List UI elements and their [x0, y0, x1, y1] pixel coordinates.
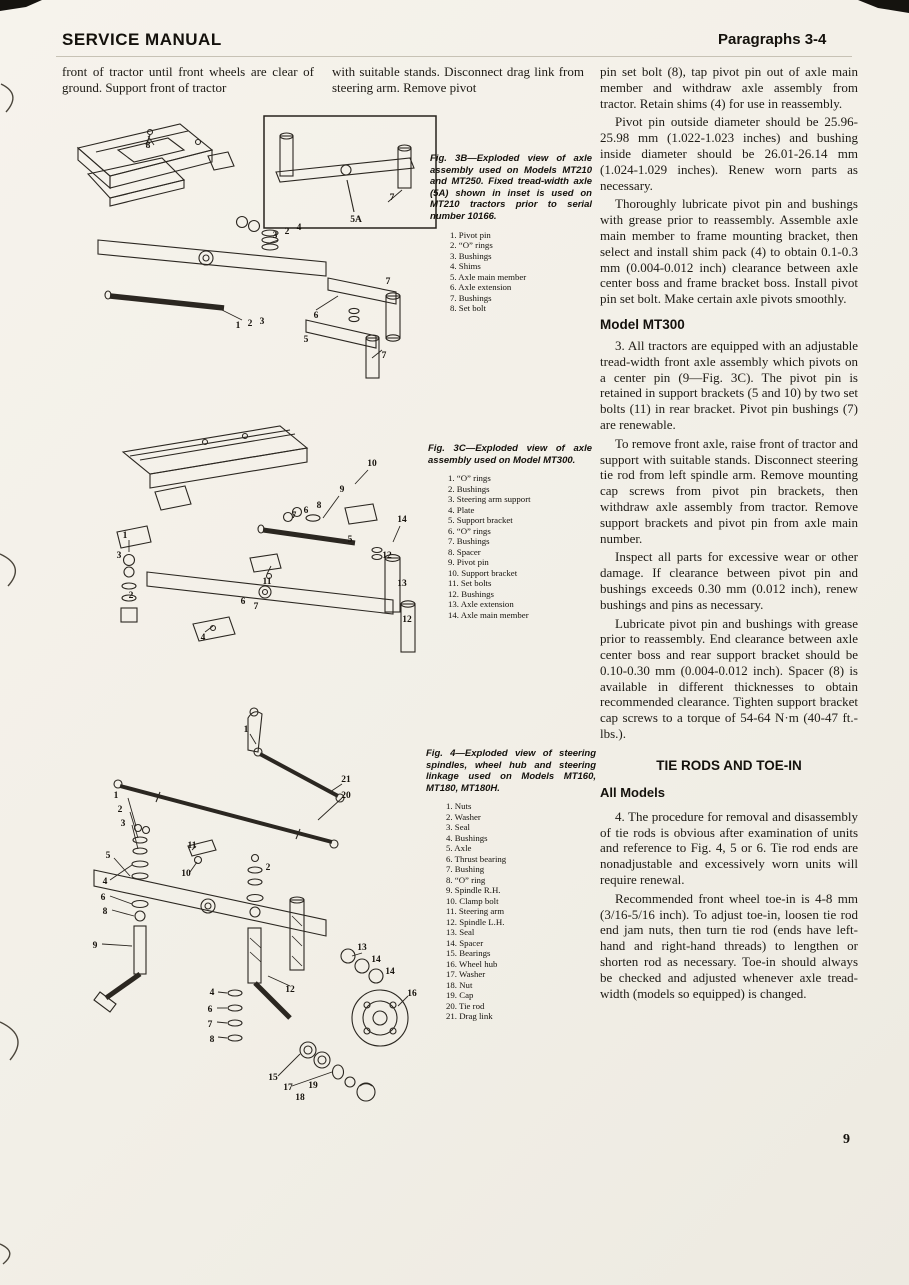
part-callout: 7 — [389, 193, 395, 203]
parts-list-item: 14. Spacer — [446, 937, 484, 948]
figure-4-callouts — [93, 725, 417, 1103]
axle-extensions — [303, 278, 400, 378]
body-paragraph: Thoroughly lubricate pivot pin and bushings with grease prior to reassembly. Assemble axle main member to frame mounting bracket, then select and install shim pack (4) to obtain 0.1-0.3 mm (0.004-0.012 inch) clearance between axle center boss and frame bracket boss. Install pivot pin set bolt. Make certain axle pivots smoothly. — [600, 196, 858, 307]
kingpin-cylinder — [290, 897, 304, 970]
part-callout: 11 — [187, 841, 197, 851]
part-callout: 3 — [120, 819, 126, 829]
parts-list-item: 6. “O” rings — [448, 525, 491, 536]
body-paragraph: Pivot pin outside diameter should be 25.96-25.98 mm (1.022-1.023 inches) and bushing inside diameter should be 26.01-26.14 mm (1.024-1.029 inches). Renew worn parts as necessary. — [600, 114, 858, 193]
part-callout: 2 — [284, 227, 290, 237]
parts-list-item: 16. Wheel hub — [446, 958, 498, 969]
wheel-hub — [352, 990, 408, 1046]
parts-list-item: 8. Set bolt — [450, 303, 486, 314]
parts-list-item: 12. Spindle L.H. — [446, 916, 505, 927]
part-callout: 1 — [243, 725, 249, 735]
body-paragraph: Inspect all parts for excessive wear or other damage. If clearance between pivot pin and bushings exceeds 0.30 mm (0.012 inch), renew bushings and pins as necessary. — [600, 549, 858, 612]
parts-list-item: 6. Thrust bearing — [446, 853, 507, 864]
left-spindle-stack — [132, 825, 150, 922]
part-callout: 13 — [357, 943, 367, 953]
part-callout: 4 — [209, 988, 215, 998]
body-paragraph: Lubricate pivot pin and bushings with grease prior to reassembly. End clearance between axle center boss and rear support bracket should be 0.10-0.30 mm (0.004-0.012 inch). Spacer (8) is available in different thicknesses to obtain recommended clearance. Tighten support bracket cap screws to a torque of 54-64 N·m (40-47 ft.-lbs.). — [600, 615, 858, 742]
part-callout: 6 — [207, 1005, 213, 1015]
parts-list-item: 2. Bushings — [448, 483, 490, 494]
figure-3b-diagram — [58, 112, 440, 380]
heading-tie-rods-toe-in: TIE RODS AND TOE-IN — [656, 757, 802, 773]
parts-list-item: 10. Clamp bolt — [446, 895, 499, 906]
part-callout: 7 — [207, 1020, 213, 1030]
leader-lines — [145, 136, 402, 358]
heading-all-models: All Models — [600, 784, 666, 800]
parts-list-item: 4. Plate — [448, 504, 475, 515]
parts-list-item: 5. Axle — [446, 843, 472, 854]
part-callout: 14 — [397, 515, 407, 525]
parts-list-item: 1. “O” rings — [448, 473, 491, 484]
bushings-stack-bottom — [228, 990, 242, 1041]
part-callout: 5 — [347, 535, 353, 545]
parts-list-item: 13. Axle extension — [448, 599, 514, 610]
parts-list-item: 19. Cap — [446, 990, 474, 1001]
parts-list-item: 4. Shims — [450, 261, 481, 272]
parts-list-item: 10. Support bracket — [448, 567, 518, 578]
part-callout: 10 — [367, 459, 377, 469]
page-title: SERVICE MANUAL — [62, 30, 222, 49]
intro-column-1: front of tractor until front wheels are clear of ground. Support front of tractor — [62, 64, 314, 95]
part-callout: 15 — [268, 1073, 278, 1083]
part-callout: 7 — [381, 351, 387, 361]
parts-list-item: 20. Tie rod — [446, 1000, 485, 1011]
part-callout: 7 — [385, 277, 391, 287]
body-paragraph: 3. All tractors are equipped with an adjustable tread-width front axle assembly which pivots on a center pin (9—Fig. 3C). The pivot pin is retained in support brackets (5 and 10) by two set bolts (11) in rear bracket. Pivot pin bushings (7) are renewable. — [600, 337, 858, 432]
steering-arm — [248, 708, 262, 752]
part-callout: 9 — [339, 485, 345, 495]
right-text-column — [600, 64, 858, 1004]
pivot-pin — [105, 291, 224, 308]
parts-list-item: 1. Nuts — [446, 801, 472, 812]
figure-3c-diagram — [55, 412, 433, 684]
intro-column-2: with suitable stands. Disconnect drag link from steering arm. Remove pivot — [332, 64, 584, 95]
parts-list-item: 7. Bushing — [446, 864, 485, 875]
parts-list-item: 3. Bushings — [450, 250, 492, 261]
part-callout: 9 — [92, 941, 98, 951]
frame-bracket — [78, 124, 234, 206]
part-callout: 8 — [316, 501, 322, 511]
parts-list-item: 6. Axle extension — [450, 282, 512, 293]
parts-list-item: 5. Axle main member — [450, 271, 527, 282]
part-callout: 16 — [407, 989, 417, 999]
figure-3b-caption-block — [430, 153, 592, 314]
figure-4-parts-list — [446, 801, 596, 1022]
parts-list-item: 14. Axle main member — [448, 609, 529, 620]
scan-corner-mark — [858, 0, 909, 13]
paragraph-reference: Paragraphs 3-4 — [718, 31, 827, 48]
drag-link — [254, 748, 344, 802]
part-callout: 14 — [371, 955, 381, 965]
figure-3b-parts-list — [450, 230, 592, 314]
part-callout: 2 — [265, 863, 271, 873]
binding-marks — [0, 84, 18, 1264]
heading-model-mt300: Model MT300 — [600, 316, 685, 332]
part-callout: 10 — [181, 869, 191, 879]
parts-list-item: 9. Pivot pin — [448, 557, 489, 568]
parts-list-item: 7. Bushings — [450, 292, 492, 303]
part-callout: 13 — [397, 579, 407, 589]
parts-list-item: 2. “O” rings — [450, 240, 493, 251]
parts-list-item: 9. Spindle R.H. — [446, 885, 501, 896]
page-number: 9 — [843, 1132, 850, 1147]
part-callout: 8 — [209, 1035, 215, 1045]
part-callout: 1 — [235, 321, 241, 331]
part-callout: 1 — [113, 791, 119, 801]
body-paragraph: To remove front axle, raise front of tractor and support with suitable stands. Disconnect steering tie rod from left spindle arm. Remove mounting cap screws from pivot pin brackets, then withdraw axle assembly from tractor. Remove support brackets and pivot pin from axle main number. — [600, 435, 858, 546]
center-spindle-stack — [247, 855, 263, 918]
figure-3c-parts-list — [448, 473, 592, 620]
part-callout: 5A — [350, 215, 362, 225]
parts-list-item: 13. Seal — [446, 927, 475, 938]
part-callout: 4 — [102, 877, 108, 887]
figure-4-diagram — [50, 688, 438, 1148]
part-callout: 6 — [100, 893, 106, 903]
parts-list-item: 7. Bushings — [448, 536, 490, 547]
figure-4-caption-block — [426, 748, 596, 1022]
part-callout: 11 — [262, 577, 272, 587]
parts-list-item: 11. Steering arm — [446, 906, 505, 917]
tie-rod — [114, 780, 338, 848]
part-callout: 17 — [283, 1083, 293, 1093]
part-callout: 7 — [291, 511, 297, 521]
part-callout: 14 — [385, 967, 395, 977]
axle-main-member — [98, 240, 326, 276]
part-callout: 6 — [240, 597, 246, 607]
body-paragraph: pin set bolt (8), tap pivot pin out of axle main member and withdraw axle assembly from tractor. Retain shims (4) for use in reassembly. — [600, 64, 858, 111]
frame-rail — [123, 426, 307, 510]
figure-3c-caption-block — [428, 443, 592, 620]
part-callout: 12 — [402, 615, 412, 625]
spindle-rh — [94, 926, 146, 1012]
body-paragraph: 4. The procedure for removal and disassembly of tie rods is obvious after examination of units and reference to Fig. 4, 5 or 6. Tie rod ends are nonadjustable and excessively worn units will require renewal. — [600, 808, 858, 888]
part-callout: 4 — [296, 223, 302, 233]
part-callout: 2 — [117, 805, 123, 815]
part-callout: 12 — [382, 551, 392, 561]
parts-list-item: 18. Nut — [446, 979, 473, 990]
parts-list-item: 8. “O” ring — [446, 874, 486, 885]
part-callout: 4 — [200, 633, 206, 643]
scan-corner-mark — [0, 0, 42, 11]
leader-lines — [129, 470, 400, 632]
header-rule — [56, 56, 852, 57]
part-callout: 19 — [308, 1081, 318, 1091]
part-callout: 3 — [116, 551, 122, 561]
part-callout: 7 — [253, 602, 259, 612]
part-callout: 18 — [295, 1093, 305, 1103]
parts-list-item: 2. Washer — [446, 811, 481, 822]
part-callout: 12 — [285, 985, 295, 995]
parts-list-item: 17. Washer — [446, 969, 486, 980]
part-callout: 2 — [247, 319, 253, 329]
parts-list-item: 1. Pivot pin — [450, 229, 491, 240]
figure-caption: Fig. 3C—Exploded view of axle assembly used on Model MT300. — [428, 443, 592, 466]
part-callout: 5 — [303, 335, 309, 345]
part-callout: 3 — [259, 317, 265, 327]
part-callout: 21 — [341, 775, 351, 785]
body-paragraph: Recommended front wheel toe-in is 4-8 mm (3/16-5/16 inch). To adjust toe-in, loosen tie rod end jam nuts, then turn tie rod (ends have left-hand and right-hand threads) to lengthen or shorten rod as necessary. Toe-in should always be checked and adjusted whenever axle tread-width (models so equipped) is changed. — [600, 890, 858, 1001]
parts-list-item: 12. Bushings — [448, 588, 494, 599]
part-callout: 6 — [303, 506, 309, 516]
parts-list-item: 5. Support bracket — [448, 515, 513, 526]
parts-list-item: 11. Set bolts — [448, 578, 492, 589]
parts-list-item: 3. Seal — [446, 822, 470, 833]
figure-caption: Fig. 3B—Exploded view of axle assembly used on Models MT210 and MT250. Fixed tread-width axle (5A) shown in inset is used on MT210 tractors prior to serial number 10166. — [430, 153, 592, 222]
parts-list-item: 21. Drag link — [446, 1011, 493, 1022]
part-callout: 6 — [313, 311, 319, 321]
part-callout: 20 — [341, 791, 351, 801]
leader-lines — [102, 734, 408, 1086]
parts-list-item: 15. Bearings — [446, 948, 491, 959]
plate — [193, 617, 235, 641]
spindle-lh — [248, 928, 290, 1018]
part-callout: 8 — [145, 141, 151, 151]
bearings-washer-nut-cap — [300, 1042, 375, 1101]
part-callout: 8 — [102, 907, 108, 917]
part-callout: 5 — [105, 851, 111, 861]
part-callout: 3 — [272, 231, 278, 241]
part-callout: 1 — [122, 531, 128, 541]
parts-list-item: 3. Steering arm support — [448, 494, 531, 505]
part-callout: 2 — [128, 591, 134, 601]
parts-list-item: 4. Bushings — [446, 832, 488, 843]
figure-caption: Fig. 4—Exploded view of steering spindles, wheel hub and steering linkage used on Models MT160, MT180, MT180H. — [426, 748, 596, 794]
parts-list-item: 8. Spacer — [448, 546, 481, 557]
